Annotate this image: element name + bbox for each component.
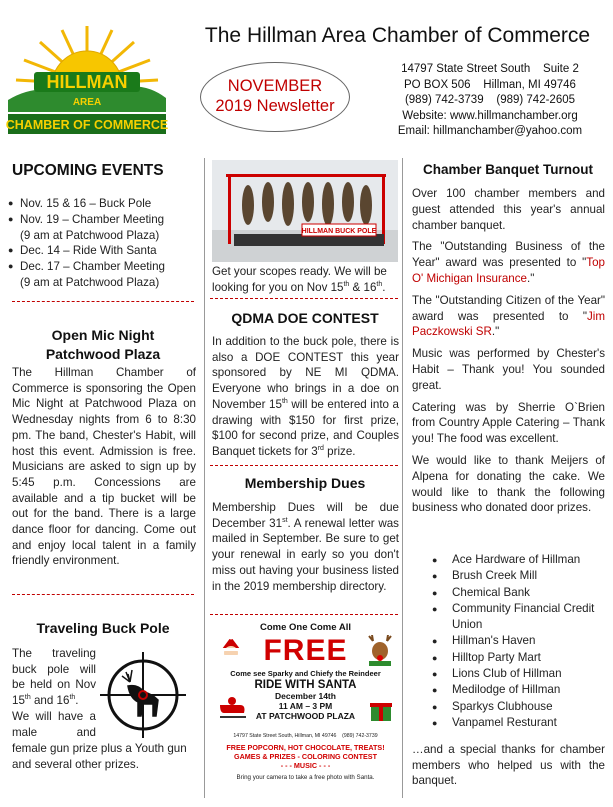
buck-pole-line: 15th and 16th.: [12, 694, 79, 708]
buck-pole-title: Traveling Buck Pole: [36, 620, 170, 636]
flyer-time: 11 AM – 3 PM: [278, 701, 333, 711]
sleigh-icon: [218, 695, 248, 721]
contact-line: (989) 742-3739 (989) 742-2605: [404, 94, 576, 107]
donor-item: ● Lions Club of Hillman: [432, 666, 606, 682]
contact-email: Email: hillmanchamber@yahoo.com: [397, 125, 583, 138]
qdma-title: QDMA DOE CONTEST: [231, 310, 379, 326]
crosshair-deer-icon: [100, 652, 186, 738]
dues-title: Membership Dues: [244, 475, 366, 491]
buck-pole-line: male and: [12, 725, 96, 739]
donor-item: ● Medilodge of Hillman: [432, 682, 606, 698]
divider-dashed: [210, 465, 398, 466]
donor-item: ● Ace Hardware of Hillman: [432, 552, 606, 568]
buck-pole-line: The traveling: [12, 647, 96, 660]
contact-line: PO BOX 506 Hillman, MI 49746: [404, 78, 576, 91]
award-citizen-name: Jim Paczkowski SR: [412, 309, 605, 339]
buck-pole-body: [12, 646, 96, 740]
flyer-ride: RIDE WITH SANTA: [254, 679, 357, 691]
events-list: [8, 196, 198, 291]
donor-item: ● Hilltop Party Mart: [432, 650, 606, 666]
santa-flyer: [212, 620, 399, 800]
issue-month: NOVEMBER: [227, 77, 323, 95]
event-item: ● Nov. 19 – Chamber Meeting (9 am at Patchwood Plaza): [8, 212, 198, 244]
flyer-free: FREE: [263, 634, 348, 667]
buck-pole-line: be held on Nov: [12, 678, 96, 692]
flyer-games: GAMES & PRIZES - COLORING CONTEST: [234, 752, 377, 761]
flyer-address: 14797 State Street South, Hillman, MI 49746 (989) 742-3739: [233, 733, 378, 739]
logo-mid-text: AREA: [72, 97, 102, 108]
contact-line: 14797 State Street South Suite 2: [401, 63, 579, 75]
newsletter-title: The Hillman Area Chamber of Commerce: [204, 24, 591, 47]
open-mic-title-line: Open Mic Night: [51, 327, 155, 343]
banquet-p2: The "Outstanding Business of the Year" award was presented to "Top O' Michigan Insurance.": [412, 240, 605, 285]
banquet-p3: The "Outstanding Citizen of the Year" award was presented to "Jim Paczkowski SR.": [412, 293, 605, 339]
events-heading: UPCOMING EVENTS: [12, 162, 164, 179]
divider-dashed: [210, 298, 398, 299]
flyer-see: Come see Sparky and Chiefy the Reindeer: [230, 669, 381, 678]
qdma-body: In addition to the buck pole, there is also a DOE CONTEST this year sponsored by NE MI QDMA. Everyone who brings in a doe on November 15th will be entered into a drawing with $150 for first prize, $100 for second prize, and Couples Banquet tickets for 3rd prize.: [212, 335, 399, 458]
banquet-p1: Over 100 chamber members and guest attended this year's annual chamber banquet.: [412, 187, 605, 232]
reindeer-icon: [365, 635, 395, 667]
flyer-come: Come One Come All: [260, 622, 351, 633]
chamber-logo: [4, 22, 170, 140]
santa-icon: [218, 635, 244, 665]
buck-pole-line: buck pole will: [12, 662, 96, 676]
donor-item: ● Community Financial Credit Union: [432, 601, 606, 634]
donor-item: ● Vanpamel Resturant: [432, 715, 606, 731]
photo-banner: HILLMAN BUCK POLE: [301, 228, 377, 235]
donor-item: ● Brush Creek Mill: [432, 568, 606, 584]
flyer-date: December 14th: [275, 691, 336, 701]
donor-item: ● Sparkys Clubhouse: [432, 699, 606, 715]
flyer-camera: Bring your camera to take a free photo with Santa.: [236, 774, 375, 781]
contact-block: [380, 62, 600, 140]
logo-top-text: HILLMAN: [46, 72, 128, 92]
banquet-closing: …and a special thanks for chamber members who helped us with the banquet.: [412, 743, 605, 788]
issue-label: 2019 Newsletter: [215, 97, 335, 115]
donor-item: ● Chemical Bank: [432, 585, 606, 601]
contact-website: Website: www.hillmanchamber.org: [402, 109, 578, 122]
photo-caption: Get your scopes ready. We will be looking for you on Nov 15th & 16th.: [212, 265, 387, 294]
flyer-music: - - - MUSIC - - -: [280, 761, 331, 770]
open-mic-title-line: Patchwood Plaza: [45, 346, 161, 362]
banquet-body: [412, 186, 605, 516]
award-business-name: Top O' Michigan Insurance: [412, 256, 605, 285]
banquet-p5: Catering was by Sherrie O`Brien from Country Apple Catering – Thank you! The food was excellent.: [412, 400, 605, 446]
column-divider: [402, 158, 403, 798]
divider-dashed: [12, 301, 194, 302]
divider-dashed: [12, 594, 194, 595]
buck-pole-photo: [212, 160, 398, 262]
donor-item: ● Hillman's Haven: [432, 633, 606, 649]
buck-pole-line: We will have a: [12, 709, 96, 723]
event-item: ● Dec. 14 – Ride With Santa: [8, 243, 198, 259]
banquet-title: Chamber Banquet Turnout: [423, 162, 593, 177]
flyer-at: AT PATCHWOOD PLAZA: [255, 711, 356, 721]
flyer-free-list: FREE POPCORN, HOT CHOCOLATE, TREATS!: [226, 743, 385, 752]
open-mic-title: [12, 326, 194, 364]
divider-dashed: [210, 614, 398, 615]
event-item: ● Nov. 15 & 16 – Buck Pole: [8, 196, 198, 212]
buck-pole-tail: female gun prize plus a Youth gun and several other prizes.: [12, 742, 187, 771]
column-divider: [204, 158, 205, 798]
banquet-p4: Music was performed by Chester's Habit – Thank you! You sounded great.: [412, 347, 605, 392]
open-mic-body: The Hillman Chamber of Commerce is sponsoring the Open Mic Night at Patchwood Plaza on Wednesday nights from 6 to 8:30 pm. The band, Chester's Habit, will host this event. Admission is free. Musicians are asked to sign up by 5:45 p.m. Concessions are available and a tip bucket will be out for the band. There is a large dance floor for dancing. Come out and enjoy local talent in a family friendly environment.: [12, 366, 196, 568]
donor-list: [432, 552, 606, 731]
dues-body: Membership Dues will be due December 31st. A renewal letter was mailed in September. Be sure to get your renewal in early so you don't miss out having your business listed in the 2019 membership directory.: [212, 501, 399, 593]
banquet-p6: We would like to thank Meijers of Alpena for donating the cake. We would like to thank the following business who donated door prizes.: [412, 453, 605, 515]
gift-icon: [368, 697, 394, 723]
logo-bottom-text: CHAMBER OF COMMERCE: [5, 118, 169, 132]
event-item: ● Dec. 17 – Chamber Meeting (9 am at Patchwood Plaza): [8, 259, 198, 291]
issue-oval: [200, 62, 350, 132]
